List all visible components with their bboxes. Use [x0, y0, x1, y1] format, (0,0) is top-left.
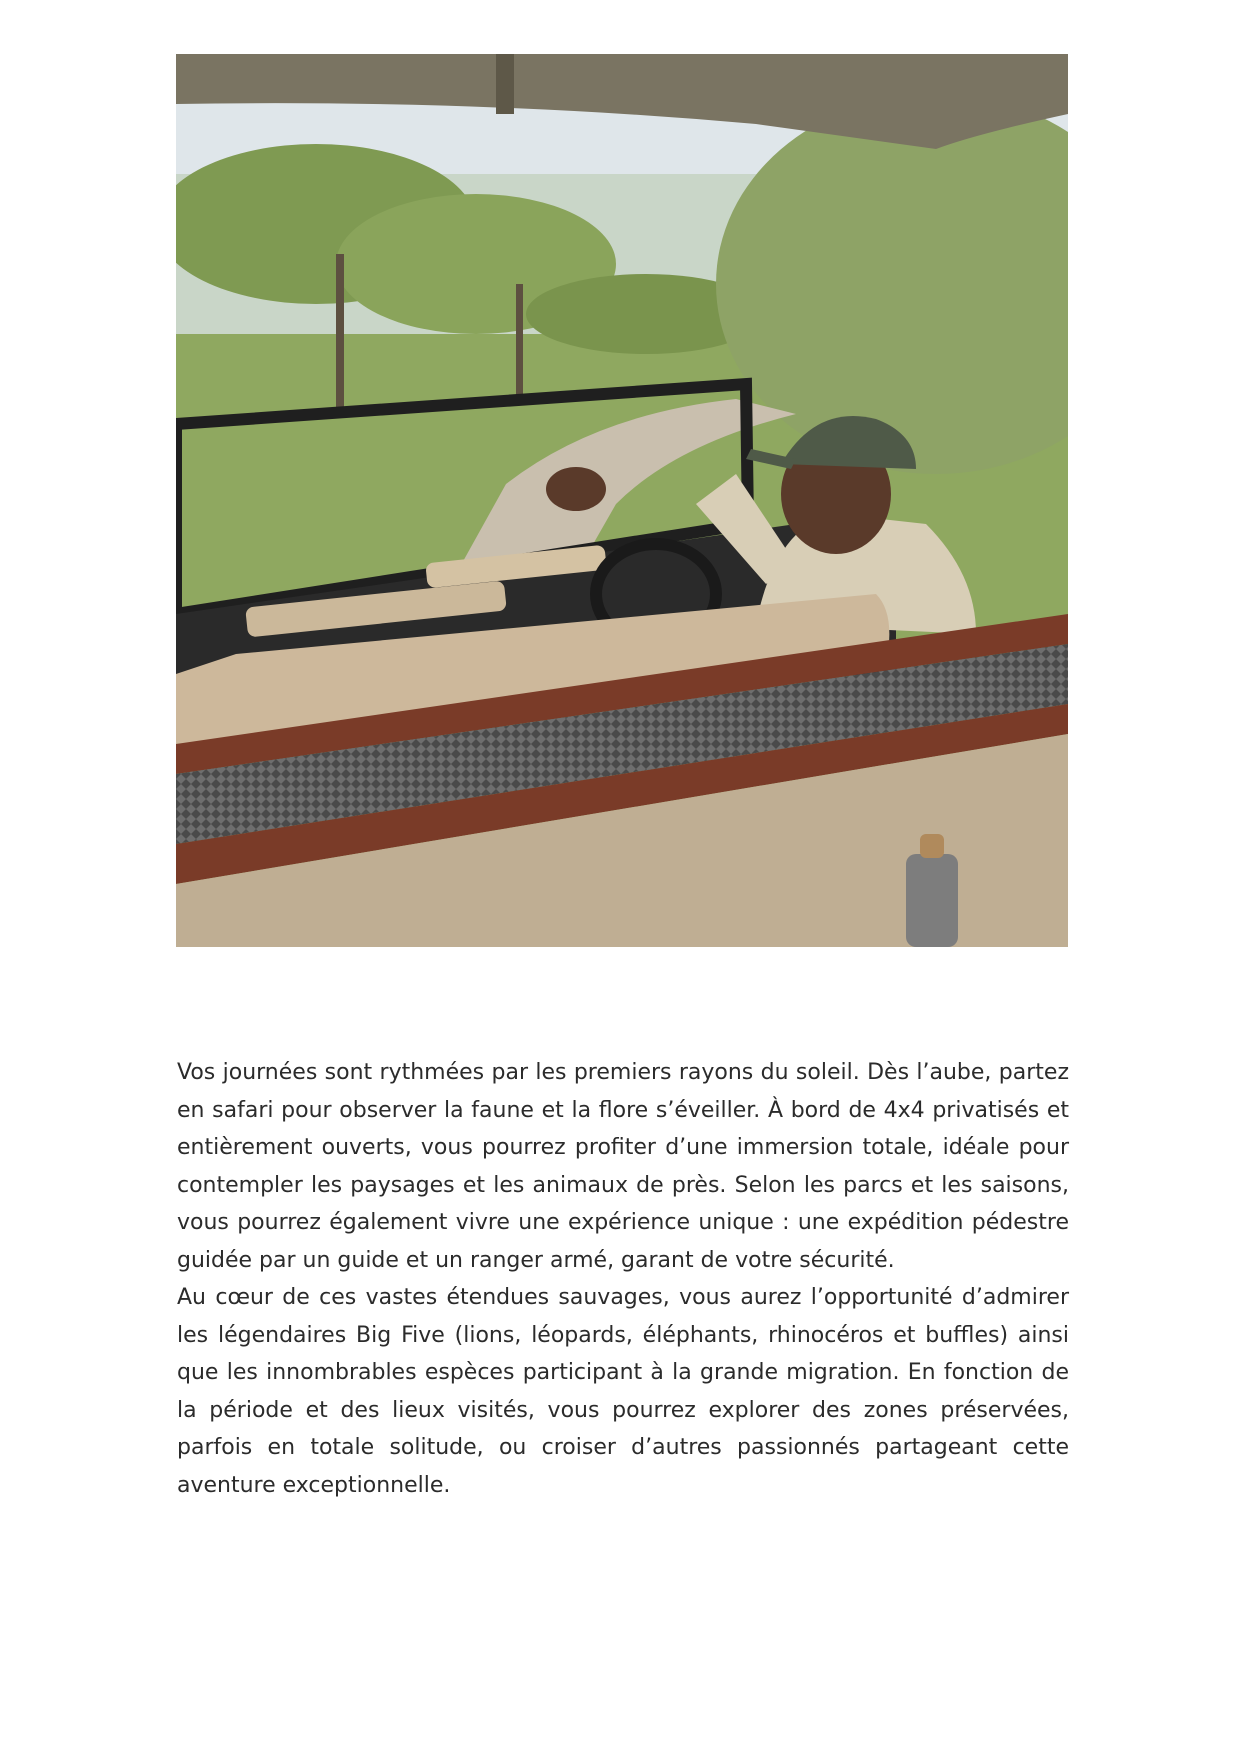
body-text	[177, 1054, 1069, 1504]
paragraph-safari-days: Vos journées sont rythmées par les premiers rayons du soleil. Dès l’aube, partez en safari pour observer la faune et la flore s’éveiller. À bord de 4x4 privatisés et entièrement ouverts, vous pourrez profiter d’une immersion totale, idéale pour contempler les paysages et les animaux de près. Selon les parcs et les saisons, vous pourrez également vivre une expérience unique : une expédition pédestre guidée par un guide et un ranger armé, garant de votre sécurité.	[177, 1060, 1069, 1273]
paragraph-big-five: Au cœur de ces vastes étendues sauvages, vous aurez l’opportunité d’admirer les légendaires Big Five (lions, léopards, éléphants, rhinocéros et buffles) ainsi que les innombrables espèces participant à la grande migration. En fonction de la période et des lieux visités, vous pourrez explorer des zones préservées, parfois en totale solitude, ou croiser d’autres passionnés partageant cette aventure exceptionnelle.	[177, 1285, 1069, 1498]
safari-photo	[176, 54, 1068, 947]
safari-photo-illustration	[176, 54, 1068, 947]
